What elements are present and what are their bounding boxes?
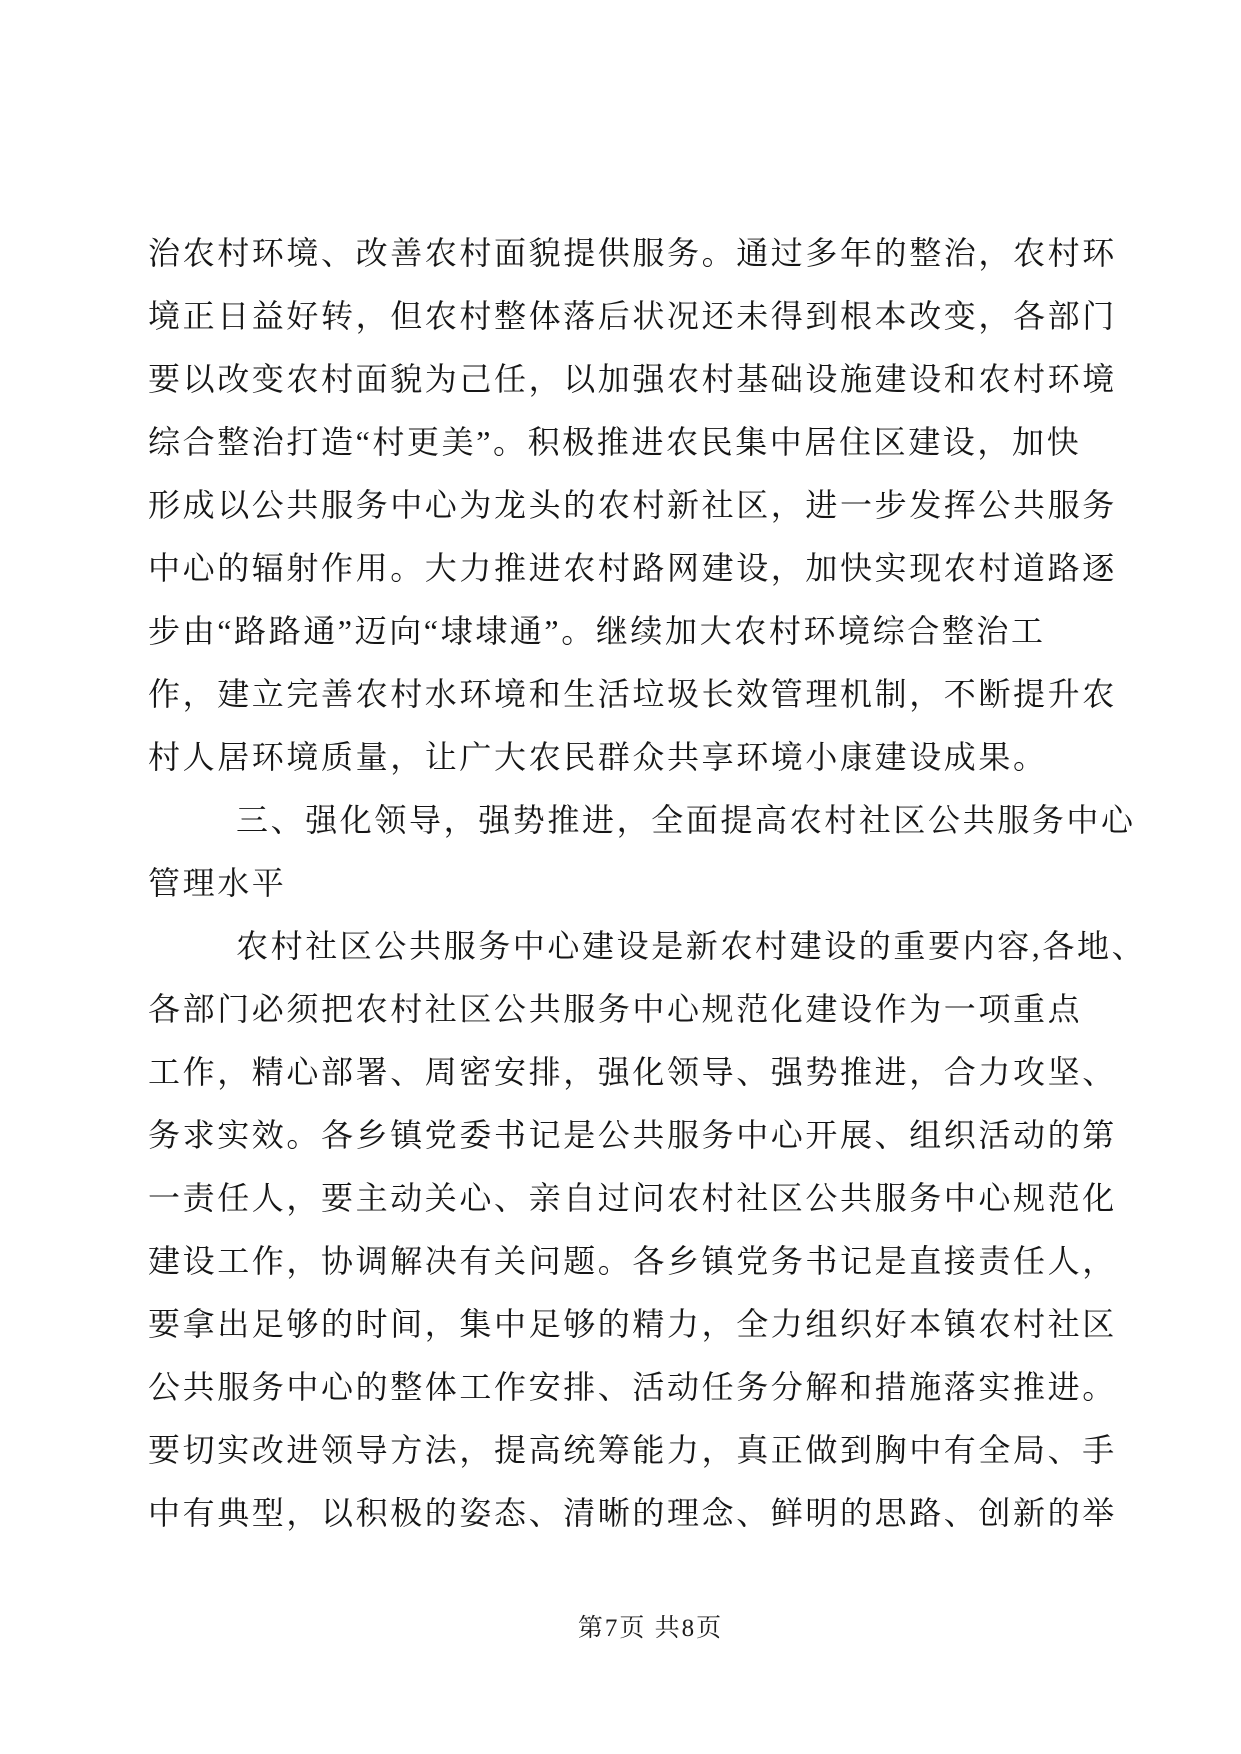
body-line: 各部门必须把农村社区公共服务中心规范化建设作为一项重点 [148, 991, 1083, 1027]
body-line: 综合整治打造“村更美”。积极推进农民集中居住区建设，加快 [148, 424, 1082, 460]
body-line: 中心的辐射作用。大力推进农村路网建设，加快实现农村道路逐 [148, 550, 1117, 586]
body-line: 要切实改进领导方法，提高统筹能力，真正做到胸中有全局、手 [148, 1432, 1117, 1468]
body-line: 形成以公共服务中心为龙头的农村新社区，进一步发挥公共服务 [148, 487, 1117, 523]
document-body [148, 222, 1147, 1545]
body-line: 建设工作，协调解决有关问题。各乡镇党务书记是直接责任人， [148, 1243, 1117, 1279]
body-line: 村人居环境质量，让广大农民群众共享环境小康建设成果。 [148, 739, 1048, 775]
page-footer [0, 1608, 1241, 1644]
body-line: 作，建立完善农村水环境和生活垃圾长效管理机制，不断提升农 [148, 676, 1117, 712]
body-line: 一责任人，要主动关心、亲自过问农村社区公共服务中心规范化 [148, 1180, 1117, 1216]
body-line: 中有典型，以积极的姿态、清晰的理念、鲜明的思路、创新的举 [148, 1495, 1117, 1531]
body-line: 步由“路路通”迈向“埭埭通”。继续加大农村环境综合整治工 [148, 613, 1046, 649]
body-line: 三、强化领导，强势推进，全面提高农村社区公共服务中心 [236, 802, 1136, 838]
page-number-label: 第7页 共8页 [577, 1615, 724, 1642]
body-line: 农村社区公共服务中心建设是新农村建设的重要内容,各地、 [236, 928, 1147, 964]
body-line: 要拿出足够的时间，集中足够的精力，全力组织好本镇农村社区 [148, 1306, 1117, 1342]
body-line: 境正日益好转，但农村整体落后状况还未得到根本改变，各部门 [148, 298, 1117, 334]
body-line: 治农村环境、改善农村面貌提供服务。通过多年的整治，农村环 [148, 235, 1117, 271]
body-line: 务求实效。各乡镇党委书记是公共服务中心开展、组织活动的第 [148, 1117, 1117, 1153]
body-line: 公共服务中心的整体工作安排、活动任务分解和措施落实推进。 [148, 1369, 1117, 1405]
body-line: 工作，精心部署、周密安排，强化领导、强势推进，合力攻坚、 [148, 1054, 1117, 1090]
body-line: 要以改变农村面貌为己任，以加强农村基础设施建设和农村环境 [148, 361, 1117, 397]
body-line: 管理水平 [148, 865, 287, 901]
